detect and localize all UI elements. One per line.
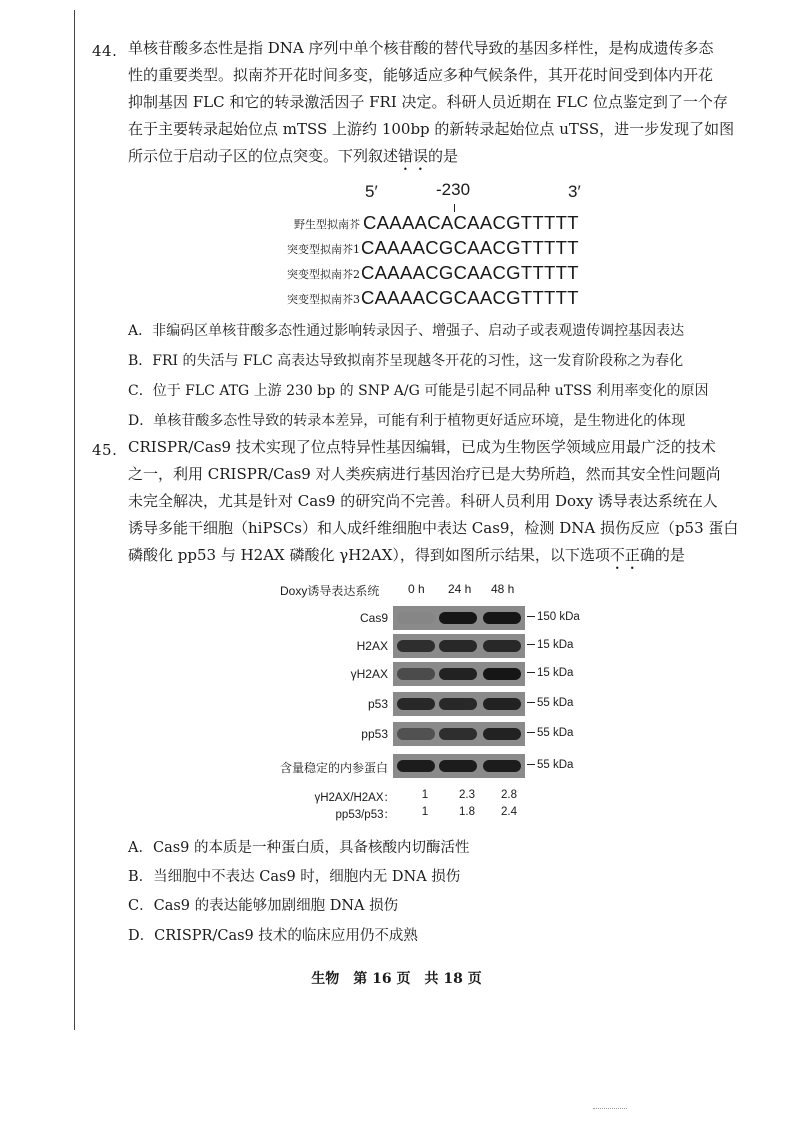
protein-band: [439, 668, 477, 680]
option-c: C．Cas9 的表达能够加剧细胞 DNA 损伤: [128, 898, 399, 914]
timepoint-label: 24 h: [448, 582, 472, 596]
stem-line: [128, 542, 738, 569]
dna-sequence: CAAAACGCAACGTTTTT: [361, 262, 579, 283]
molecular-weight-label: 15 kDa: [527, 639, 573, 651]
strain-label: 突变型拟南芥3: [287, 293, 360, 306]
protein-band: [483, 640, 521, 652]
ratio-value: 1.8: [459, 806, 475, 818]
ratio-value: 1: [421, 789, 429, 801]
protein-band: [483, 668, 521, 680]
option-a: A．非编码区单核苷酸多态性通过影响转录因子、增强子、启动子或表观遗传调控基因表达: [128, 323, 685, 339]
stem-line: [128, 143, 728, 170]
binding-margin-line: [74, 10, 75, 1030]
timepoint-label: 0 h: [408, 582, 425, 596]
stem-line: 之一，利用 CRISPR/Cas9 对人类疾病进行基因治疗已是大势所趋，然而其安全性问题尚: [128, 465, 721, 483]
stem-line: 诱导多能干细胞（hiPSCs）和人成纤维细胞中表达 Cas9，检测 DNA 损伤反应（p53 蛋白: [128, 519, 739, 537]
option-b: B．当细胞中不表达 Cas9 时，细胞内无 DNA 损伤: [128, 869, 461, 885]
sequence-row: [270, 287, 600, 311]
protein-band: [397, 668, 435, 680]
blot-row: [270, 722, 600, 746]
protein-band: [483, 760, 521, 772]
ratio-value: 2.3: [459, 789, 475, 801]
emphasized-word: 错误: [398, 147, 429, 165]
protein-band: [397, 698, 435, 710]
protein-band: [397, 728, 435, 740]
protein-label: Cas9: [359, 611, 388, 625]
stem-text: 磷酸化 pp53 与 H2AX 磷酸化 γH2AX），得到如图所示结果，以下选项: [128, 546, 610, 564]
molecular-weight-label: 55 kDa: [527, 727, 573, 739]
protein-band: [397, 640, 435, 652]
blot-membrane: [393, 722, 525, 746]
protein-band: [439, 640, 477, 652]
protein-band: [483, 698, 521, 710]
molecular-weight-label: 55 kDa: [527, 759, 573, 771]
blot-row: [270, 754, 600, 778]
timepoint-label: 48 h: [491, 582, 515, 596]
blot-row: [270, 692, 600, 716]
question-45-number: 45.: [92, 441, 118, 459]
protein-band: [439, 760, 477, 772]
question-44-stem: [128, 35, 735, 170]
sequence-row: [270, 237, 600, 261]
blot-row: [270, 634, 600, 658]
dna-sequence: CAAAACGCAACGTTTTT: [361, 237, 579, 258]
protein-label: p53: [367, 697, 388, 711]
protein-label: γH2AX: [350, 667, 388, 681]
protein-band: [439, 612, 477, 624]
molecular-weight-label: 150 kDa: [527, 611, 580, 623]
protein-band: [439, 698, 477, 710]
ratio-value: 1: [421, 806, 429, 818]
ratio-row: [270, 789, 600, 805]
protein-band: [397, 612, 435, 624]
option-c: C．位于 FLC ATG 上游 230 bp 的 SNP A/G 可能是引起不同品种 uTSS 利用率变化的原因: [128, 383, 709, 399]
sequence-figure: [270, 182, 600, 312]
corner-mark: [593, 1108, 627, 1112]
blot-header-label: Doxy诱导表达系统: [280, 584, 380, 598]
stem-line: CRISPR/Cas9 技术实现了位点特异性基因编辑，已成为生物医学领域应用最广泛的技术: [128, 438, 716, 456]
three-prime-label: 3′: [568, 182, 581, 201]
sequence-row: [270, 262, 600, 286]
stem-line: 在于主要转录起始位点 mTSS 上游约 100bp 的新转录起始位点 uTSS，进一步发现了如图: [128, 120, 735, 138]
protein-band: [483, 728, 521, 740]
protein-label: pp53: [361, 727, 388, 741]
five-prime-label: 5′: [365, 182, 378, 201]
stem-line: 未完全解决，尤其是针对 Cas9 的研究尚不完善。科研人员利用 Doxy 诱导表达系统在人: [128, 492, 718, 510]
page-footer: 生物 第 16 页 共 18 页: [311, 971, 482, 987]
ratio-value: 2.4: [501, 806, 517, 818]
ratio-label: pp53/p53：: [335, 809, 395, 821]
molecular-weight-label: 55 kDa: [527, 697, 573, 709]
option-b: B．FRI 的失活与 FLC 高表达导致拟南芥呈现越冬开花的习性，这一发育阶段称之为春化: [128, 353, 684, 369]
stem-line: 单核苷酸多态性是指 DNA 序列中单个核苷酸的替代导致的基因多样性，是构成遗传多态: [128, 39, 714, 57]
blot-membrane: [393, 634, 525, 658]
blot-membrane: [393, 662, 525, 686]
option-d: D．CRISPR/Cas9 技术的临床应用仍不成熟: [128, 928, 418, 944]
ratio-label: γH2AX/H2AX：: [314, 792, 395, 804]
blot-membrane: [393, 606, 525, 630]
blot-membrane: [393, 692, 525, 716]
sequence-row: [270, 212, 600, 236]
position-tick: [454, 204, 455, 212]
stem-line: 抑制基因 FLC 和它的转录激活因子 FRI 决定。科研人员近期在 FLC 位点鉴定到了一个存: [128, 93, 728, 111]
ratio-row: [270, 806, 600, 822]
question-45-stem: [128, 434, 738, 569]
question-44-number: 44.: [92, 42, 118, 60]
stem-text: 确的是: [639, 546, 685, 564]
stem-text: 所示位于启动子区的位点突变。下列叙述: [128, 147, 399, 165]
stem-text: 的是: [428, 147, 459, 165]
protein-label: 含量稳定的内参蛋白: [279, 761, 388, 775]
blot-row: [270, 606, 600, 630]
protein-band: [483, 612, 521, 624]
emphasized-word: 不正: [609, 546, 640, 564]
strain-label: 突变型拟南芥2: [287, 268, 360, 281]
strain-label: 野生型拟南芥: [294, 218, 360, 231]
blot-membrane: [393, 754, 525, 778]
blot-row: [270, 662, 600, 686]
protein-band: [439, 728, 477, 740]
option-a: A．Cas9 的本质是一种蛋白质，具备核酸内切酶活性: [128, 840, 470, 856]
stem-line: 性的重要类型。拟南芥开花时间多变，能够适应多种气候条件，其开花时间受到体内开花: [128, 66, 714, 84]
dna-sequence: CAAAACGCAACGTTTTT: [361, 287, 579, 308]
strain-label: 突变型拟南芥1: [287, 243, 360, 256]
western-blot-figure: [270, 582, 600, 832]
protein-band: [397, 760, 435, 772]
ratio-value: 2.8: [501, 789, 517, 801]
position-label: -230: [436, 180, 471, 199]
protein-label: H2AX: [356, 639, 388, 653]
option-d: D．单核苷酸多态性导致的转录本差异，可能有利于植物更好适应环境，是生物进化的体现: [128, 413, 686, 429]
molecular-weight-label: 15 kDa: [527, 667, 573, 679]
dna-sequence: CAAAACACAACGTTTTT: [363, 212, 579, 233]
